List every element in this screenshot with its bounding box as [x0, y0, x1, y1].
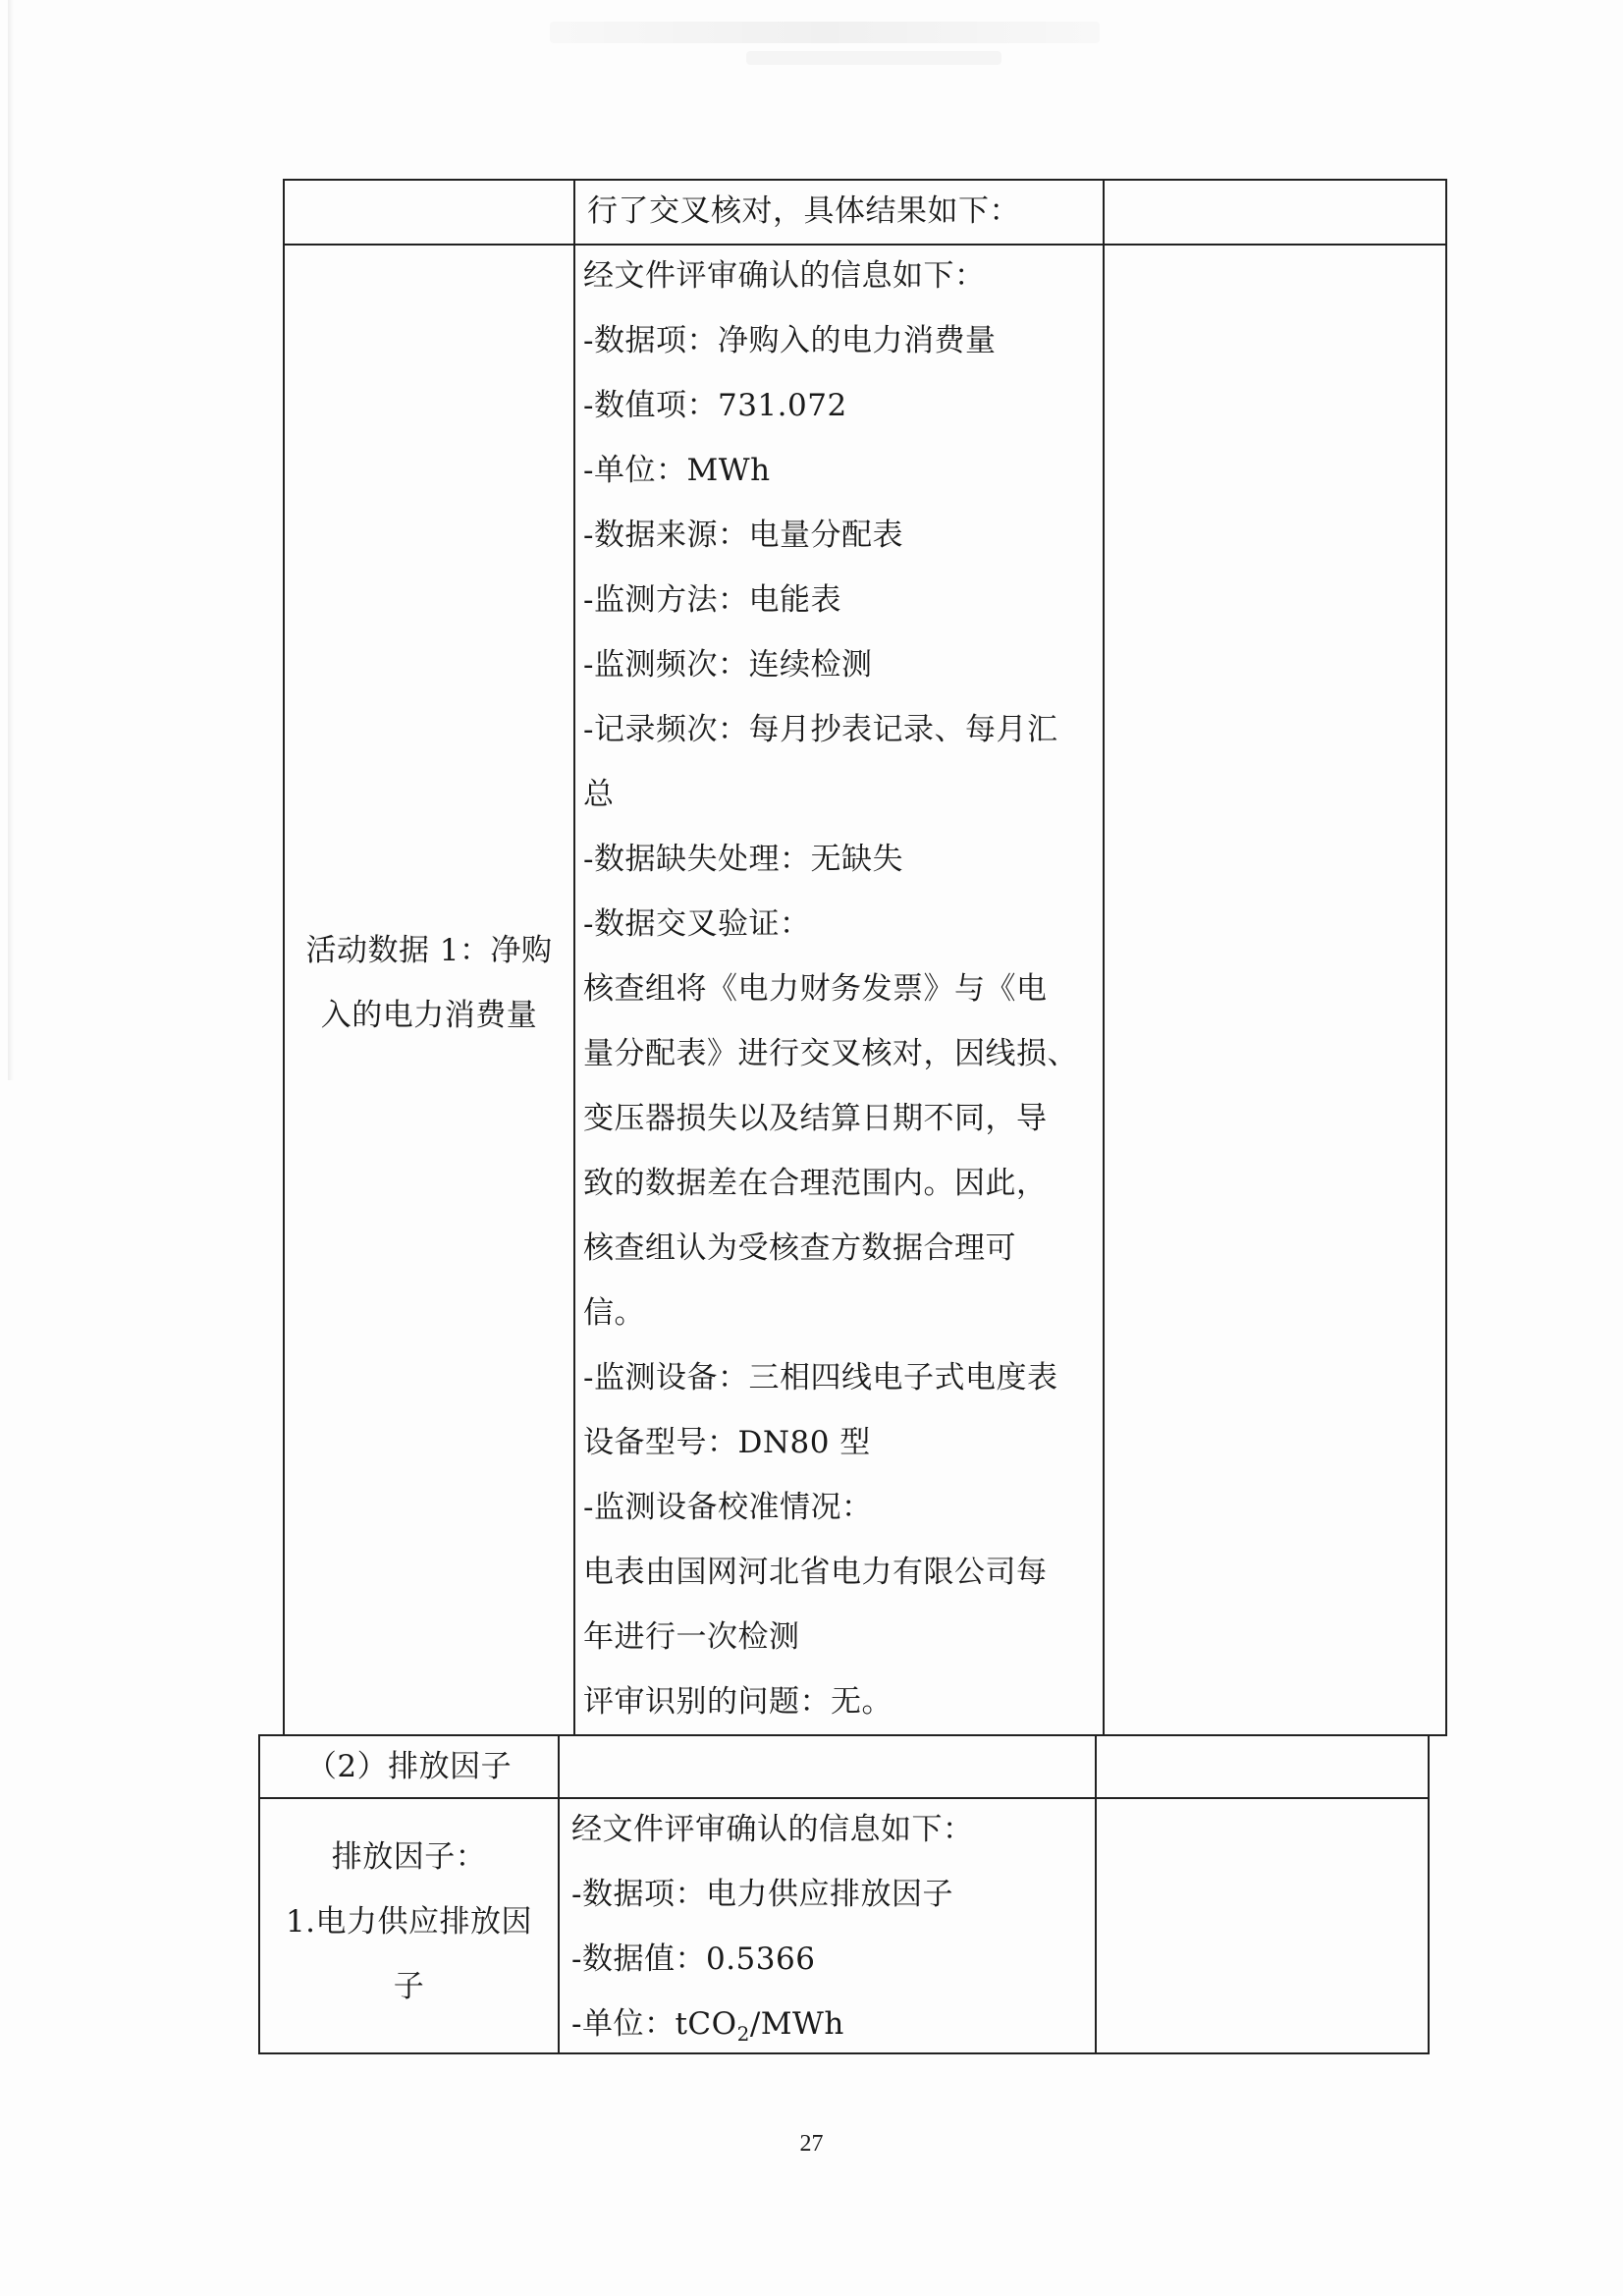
label-line: 活动数据 1：净购 [305, 933, 553, 968]
content-line: 年进行一次检测 [583, 1619, 800, 1655]
activity-data-content [583, 244, 1078, 1734]
label-line: 1.电力供应排放因 [285, 1904, 533, 1940]
content-line: -数据缺失处理：无缺失 [583, 842, 903, 877]
emission-factor-heading [260, 1734, 558, 1799]
content-line: -监测设备校准情况： [583, 1490, 873, 1525]
activity-data-label [285, 918, 573, 1048]
content-line: -单位：MWh [583, 453, 771, 488]
continuation-text: 行了交叉核对，具体结果如下： [587, 193, 1020, 229]
content-line: 设备型号：DN80 型 [583, 1425, 871, 1460]
bleed-through-text [550, 22, 1100, 43]
emission-factor-label [260, 1825, 558, 2019]
unit-subscript: 2 [736, 2022, 750, 2047]
content-line: -监测方法：电能表 [583, 582, 841, 618]
content-line: 核查组认为受核查方数据合理可 [583, 1230, 1016, 1266]
unit-suffix: /MWh [749, 2006, 844, 2042]
content-line: -数据交叉验证： [583, 906, 811, 942]
unit-prefix: -单位：tCO [571, 2006, 737, 2042]
content-line: 经文件评审确认的信息如下： [583, 258, 986, 294]
content-line: -监测设备：三相四线电子式电度表 [583, 1360, 1058, 1395]
content-line: -数值项：731.072 [583, 388, 847, 423]
content-line: 核查组将《电力财务发票》与《电 [583, 971, 1048, 1007]
label-line: 入的电力消费量 [320, 998, 538, 1033]
page-number: 27 [799, 2131, 824, 2157]
label-line: 排放因子： [331, 1839, 487, 1875]
content-line: 变压器损失以及结算日期不同，导 [583, 1101, 1048, 1136]
content-line: 信。 [583, 1295, 645, 1331]
content-line: -监测频次：连续检测 [583, 647, 873, 683]
emission-factor-content [571, 1797, 974, 2056]
label-line: 子 [393, 1969, 425, 2004]
content-line: 量分配表》进行交叉核对，因线损、 [583, 1036, 1078, 1071]
bleed-through-text [746, 51, 1001, 65]
content-line: 总 [583, 777, 615, 812]
content-line: -数据项：电力供应排放因子 [571, 1877, 953, 1912]
content-line: 电表由国网河北省电力有限公司每 [583, 1555, 1048, 1590]
content-line: -数据项：净购入的电力消费量 [583, 323, 997, 358]
scan-edge-shadow [8, 0, 14, 1080]
content-line: -数据来源：电量分配表 [583, 518, 903, 553]
content-line: 经文件评审确认的信息如下： [571, 1812, 974, 1847]
unit-line [571, 1992, 974, 2056]
content-line: -记录频次：每月抄表记录、每月汇 [583, 712, 1058, 747]
content-line: 评审识别的问题：无。 [583, 1684, 893, 1720]
content-line: 致的数据差在合理范围内。因此， [583, 1166, 1048, 1201]
content-line: -数据值：0.5366 [571, 1941, 816, 1977]
heading-label: （2）排放因子 [305, 1749, 513, 1784]
